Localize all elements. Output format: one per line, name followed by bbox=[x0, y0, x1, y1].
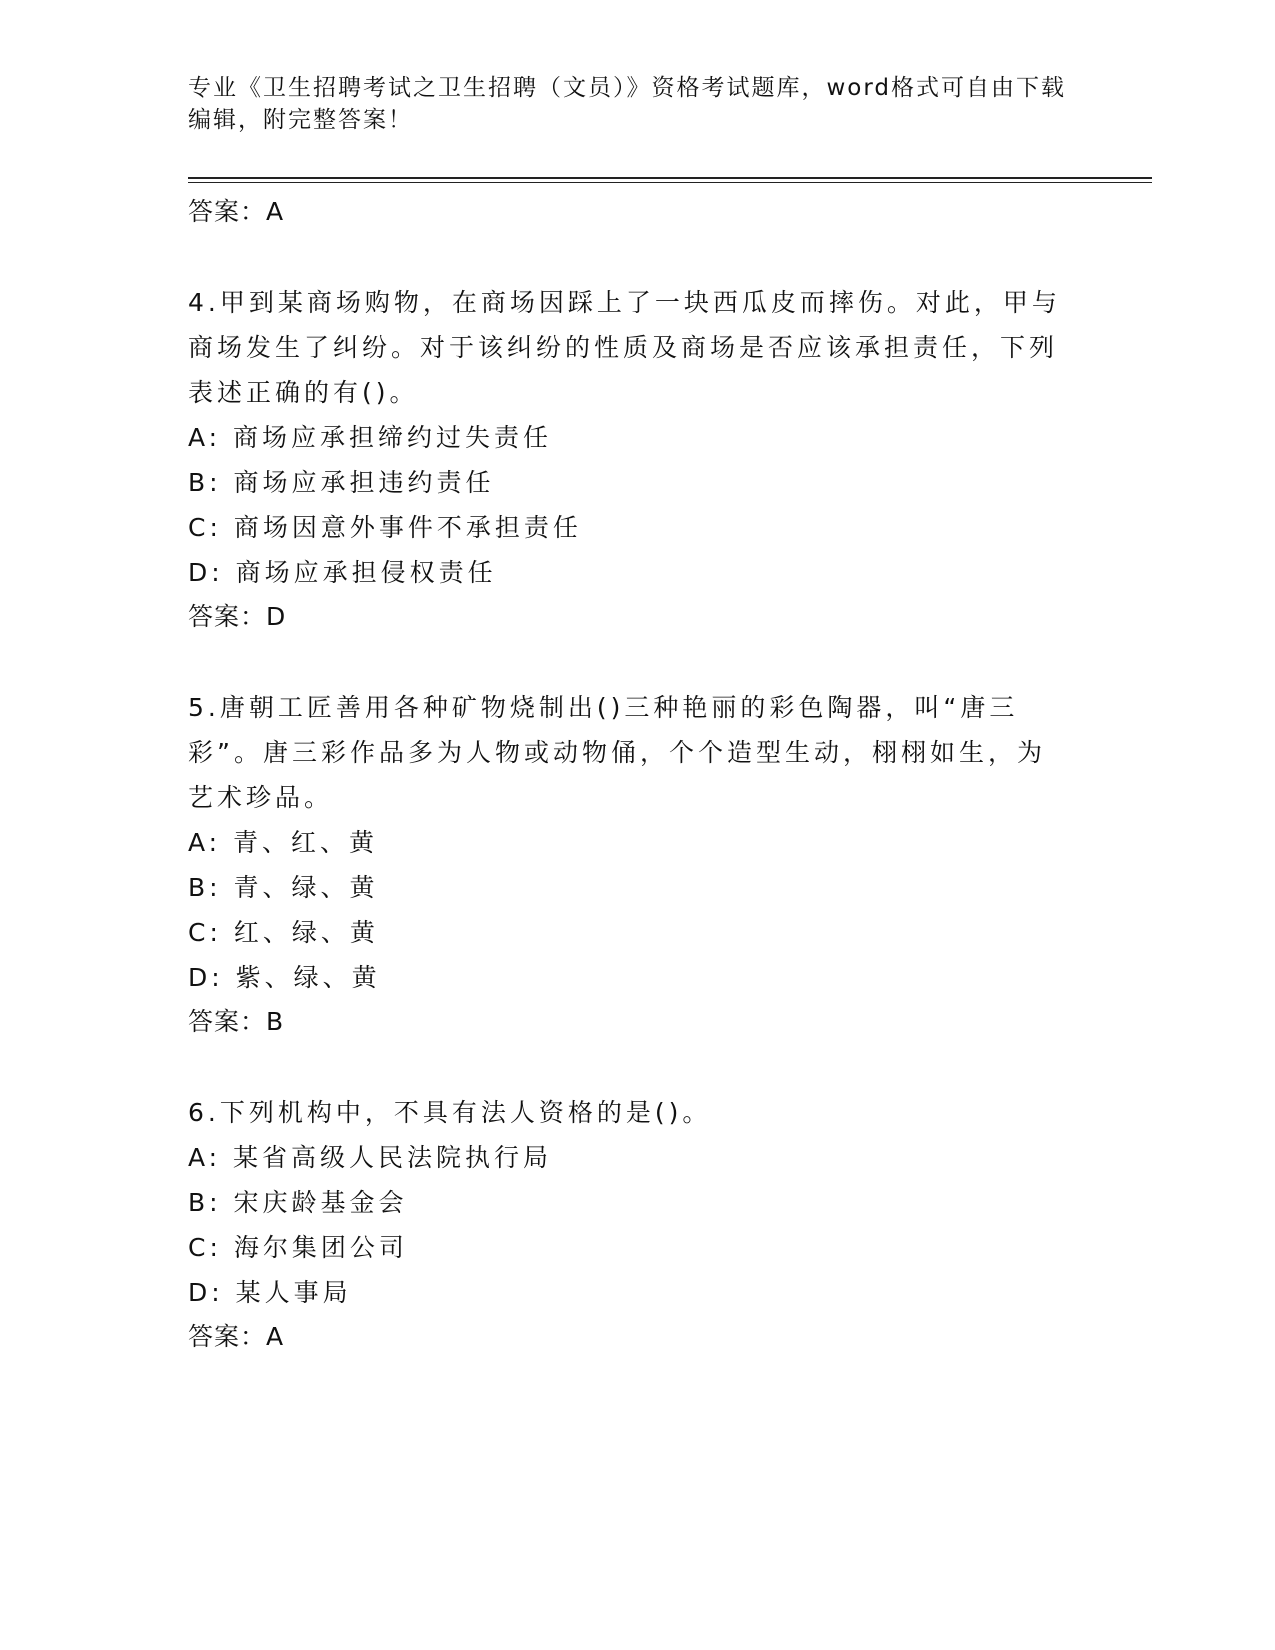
option-c: C: 红、绿、黄 bbox=[188, 918, 379, 947]
option-c: C: 商场因意外事件不承担责任 bbox=[188, 513, 582, 542]
option-d: D: 某人事局 bbox=[188, 1278, 352, 1307]
option-b: B: 宋庆龄基金会 bbox=[188, 1188, 408, 1217]
document-header: 专业《卫生招聘考试之卫生招聘（文员）》资格考试题库，word格式可自由下载编辑，附完整答案！ bbox=[188, 75, 1067, 133]
answer-line: 答案：A bbox=[188, 1322, 285, 1351]
option-d: D: 商场应承担侵权责任 bbox=[188, 558, 497, 587]
question-stem: 5.唐朝工匠善用各种矿物烧制出()三种艳丽的彩色陶器，叫“唐三彩”。唐三彩作品多为人物或动物俑，个个造型生动，栩栩如生，为艺术珍品。 bbox=[188, 693, 1046, 812]
option-b: B: 商场应承担违约责任 bbox=[188, 468, 495, 497]
header-divider-thick bbox=[188, 177, 1152, 179]
option-b: B: 青、绿、黄 bbox=[188, 873, 379, 902]
option-d: D: 紫、绿、黄 bbox=[188, 963, 381, 992]
question-4 bbox=[188, 280, 1068, 639]
question-5 bbox=[188, 685, 1068, 1044]
answer-line: 答案：A bbox=[188, 197, 285, 226]
option-c: C: 海尔集团公司 bbox=[188, 1233, 408, 1262]
question-6 bbox=[188, 1090, 1068, 1359]
option-a: A: 某省高级人民法院执行局 bbox=[188, 1143, 553, 1172]
option-a: A: 商场应承担缔约过失责任 bbox=[188, 423, 553, 452]
question-stem: 6.下列机构中，不具有法人资格的是()。 bbox=[188, 1098, 712, 1127]
question-stem: 4.甲到某商场购物，在商场因踩上了一块西瓜皮而摔伤。对此，甲与商场发生了纠纷。对于该纠纷的性质及商场是否应该承担责任，下列表述正确的有()。 bbox=[188, 288, 1061, 407]
option-a: A: 青、红、黄 bbox=[188, 828, 379, 857]
header-divider-thin bbox=[188, 182, 1152, 183]
answer-line: 答案：D bbox=[188, 602, 287, 631]
question-list bbox=[188, 190, 1068, 1359]
answer-line: 答案：B bbox=[188, 1007, 285, 1036]
